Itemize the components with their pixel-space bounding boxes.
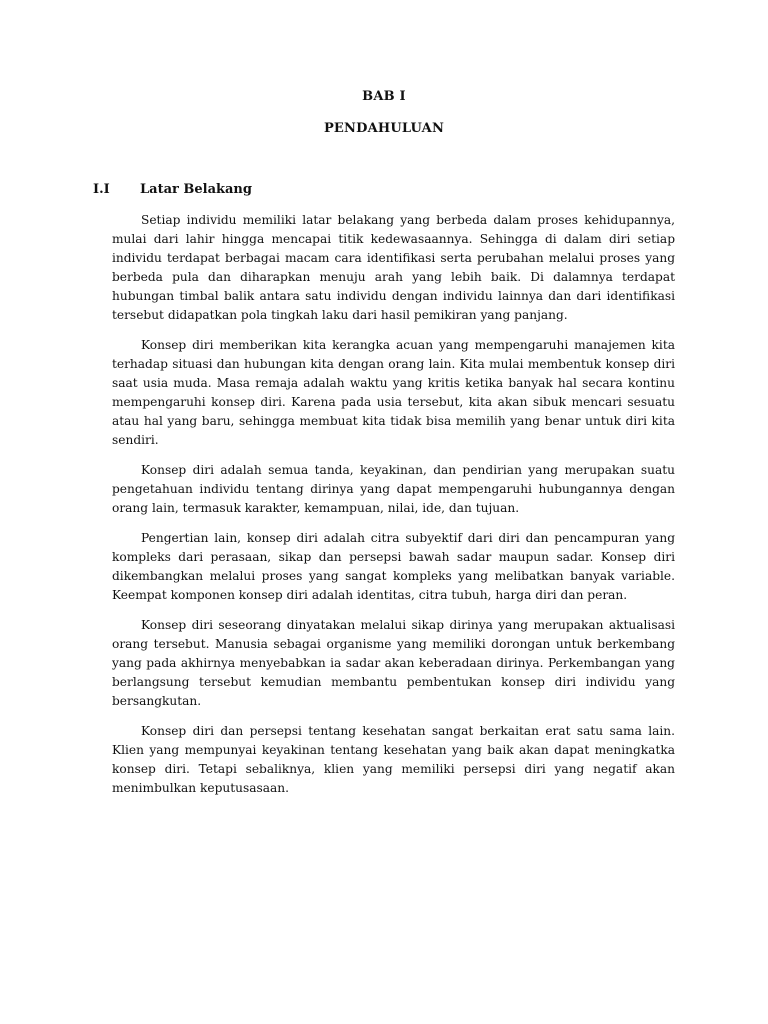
section-title: Latar Belakang — [140, 182, 252, 197]
paragraph: Konsep diri seseorang dinyatakan melalui sikap dirinya yang merupakan aktualisasi orang tersebut. Manusia sebagai organisme yang memiliki dorongan untuk berkembang yang pada akhirnya menyebabkan ia sadar akan keberadaan dirinya. Perkembangan yang berlangsung tersebut kemudian membantu pembentukan konsep diri individu yang bersangkutan. — [112, 618, 675, 708]
paragraph: Konsep diri adalah semua tanda, keyakinan, dan pendirian yang merupakan suatu pengetahuan individu tentang dirinya yang dapat mempengaruhi hubungannya dengan orang lain, termasuk karakter, kemampuan, nilai, ide, dan tujuan. — [112, 463, 675, 515]
paragraph: Pengertian lain, konsep diri adalah citra subyektif dari diri dan pencampuran yang kompleks dari perasaan, sikap dan persepsi bawah sadar maupun sadar. Konsep diri dikembangkan melalui proses yang sangat kompleks yang melibatkan banyak variable. Keempat komponen konsep diri adalah identitas, citra tubuh, harga diri dan peran. — [112, 531, 675, 602]
paragraph: Konsep diri dan persepsi tentang kesehatan sangat berkaitan erat satu sama lain. Klien yang mempunyai keyakinan tentang kesehatan yang baik akan dapat meningkatka konsep diri. Tetapi sebaliknya, klien yang memiliki persepsi diri yang negatif akan menimbulkan keputusasaan. — [112, 724, 675, 795]
section-heading — [93, 182, 252, 197]
chapter-number: BAB I — [362, 89, 406, 104]
section-number: I.I — [93, 182, 110, 197]
chapter-title: PENDAHULUAN — [323, 121, 445, 136]
body-text — [112, 211, 675, 809]
paragraph: Setiap individu memiliki latar belakang yang berbeda dalam proses kehidupannya, mulai dari lahir hingga mencapai titik kedewasaannya. Sehingga di dalam diri setiap individu terdapat berbagai macam cara identifikasi serta perubahan melalui proses yang berbeda pula dan diharapkan menuju arah yang lebih baik. Di dalamnya terdapat hubungan timbal balik antara satu individu dengan individu lainnya dan dari identifikasi tersebut didapatkan pola tingkah laku dari hasil pemikiran yang panjang. — [112, 213, 675, 322]
paragraph: Konsep diri memberikan kita kerangka acuan yang mempengaruhi manajemen kita terhadap situasi dan hubungan kita dengan orang lain. Kita mulai membentuk konsep diri saat usia muda. Masa remaja adalah waktu yang kritis ketika banyak hal secara kontinu mempengaruhi konsep diri. Karena pada usia tersebut, kita akan sibuk mencari sesuatu atau hal yang baru, sehingga membuat kita tidak bisa memilih yang benar untuk diri kita sendiri. — [112, 338, 675, 447]
